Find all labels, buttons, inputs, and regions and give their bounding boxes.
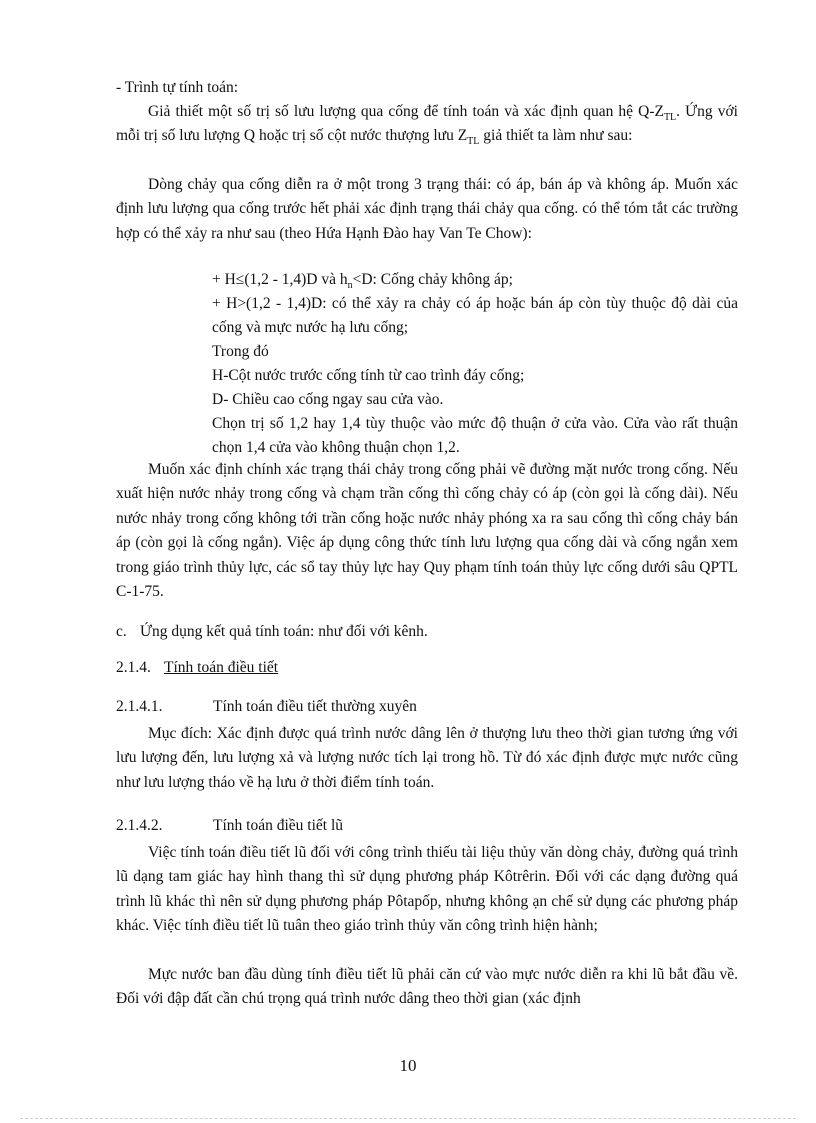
- heading-2-1-4-title: Tính toán điều tiết: [164, 659, 279, 676]
- heading-2-1-4-2-title: Tính toán điều tiết lũ: [213, 817, 344, 834]
- case-1-sub: n: [347, 280, 353, 292]
- paragraph-2: Dòng chảy qua cống diễn ra ở một trong 3 trạng thái: có áp, bán áp và không áp. Muốn xác định lưu lượng qua cống trước hết phải xác định trạng thái chảy qua cống. có thể tóm tắt các trường hợp có thể xảy ra như sau (theo Hứa Hạnh Đào hay Van Te Chow):: [116, 176, 738, 242]
- paragraph-1-b: . Ứng với mỗi trị số lưu lượng Q hoặc trị số cột nước thượng lưu Z: [116, 103, 738, 145]
- case-1-a: + H≤(1,2 - 1,4)D và h: [212, 271, 348, 288]
- paragraph-1: [116, 100, 738, 149]
- where-label: Trong đó: [212, 343, 269, 360]
- item-c-label: c.: [116, 623, 127, 640]
- section-intro: [116, 76, 738, 100]
- choose-note: Chọn trị số 1,2 hay 1,4 tùy thuộc vào mức độ thuận ở cửa vào. Cửa vào rất thuận chọn 1,4 cửa vào không thuận chọn 1,2.: [212, 415, 738, 457]
- paragraph-4: Mục đích: Xác định được quá trình nước dâng lên ở thượng lưu theo thời gian tương ứng với lưu lượng đến, lưu lượng xả và lượng nước tích lại trong hồ. Từ đó xác định được mực nước cũng như lưu lượng tháo về hạ lưu ở thời điểm tính toán.: [116, 725, 738, 791]
- case-1: [212, 268, 738, 292]
- page-number: 10: [399, 1056, 417, 1075]
- heading-2-1-4-1-title: Tính toán điều tiết thường xuyên: [213, 698, 417, 715]
- section-intro-label: - Trình tự tính toán:: [116, 79, 239, 96]
- case-1-b: <D: Cống chảy không áp;: [352, 271, 513, 288]
- heading-2-1-4-2-number: 2.1.4.2.: [116, 817, 163, 834]
- heading-2-1-4-2: [116, 814, 343, 838]
- case-2: + H>(1,2 - 1,4)D: có thể xảy ra chảy có áp hoặc bán áp còn tùy thuộc độ dài của cống và mực nước hạ lưu cống;: [212, 295, 738, 337]
- item-c-text: Ứng dụng kết quả tính toán: như đối với kênh.: [140, 623, 428, 640]
- heading-2-1-4-number: 2.1.4.: [116, 659, 151, 676]
- d-definition: D- Chiều cao cống ngay sau cửa vào.: [212, 391, 444, 408]
- heading-2-1-4: [116, 656, 278, 680]
- page-bottom-divider: [20, 1118, 796, 1119]
- h-definition: H-Cột nước trước cống tính từ cao trình đáy cống;: [212, 367, 525, 384]
- heading-2-1-4-1-number: 2.1.4.1.: [116, 698, 163, 715]
- paragraph-5: Việc tính toán điều tiết lũ đối với công trình thiếu tài liệu thủy văn dòng chảy, đường quá trình lũ dạng tam giác hay hình thang thì sử dụng phương pháp Kôtrêrin. Đối với các dạng đường quá trình lũ khác thì nên sử dụng phương pháp Pôtapốp, nhưng không ạn chế sử dụng các phương pháp khác. Việc tính điều tiết lũ tuân theo giáo trình thủy văn công trình hiện hành;: [116, 844, 738, 935]
- paragraph-1-c: giả thiết ta làm như sau:: [479, 127, 633, 145]
- paragraph-1-sub-1: TL: [663, 112, 677, 124]
- paragraph-6: Mực nước ban đầu dùng tính điều tiết lũ phải căn cứ vào mực nước diễn ra khi lũ bắt đầu về. Đối với đập đất cần chú trọng quá trình nước dâng theo thời gian (xác định: [116, 966, 738, 1008]
- paragraph-1-sub-2: TL: [467, 136, 480, 148]
- paragraph-1-a: Giả thiết một số trị số lưu lượng qua cống để tính toán và xác định quan hệ Q-Z: [148, 103, 664, 120]
- paragraph-3: Muốn xác định chính xác trạng thái chảy trong cống phải vẽ đường mặt nước trong cống. Nếu xuất hiện nước nhảy trong cống và chạm trần cống thì cống chảy có áp (còn gọi là cống dài). Nếu nước nhảy trong cống không tới trần cống hoặc nước nhảy phóng xa ra sau cống thì cống chảy bán áp (còn gọi là cống ngắn). Việc áp dụng công thức tính lưu lượng qua cống dài và cống ngắn xem trong giáo trình thủy lực, các sổ tay thủy lực hay Quy phạm tính toán thủy lực cống dưới sâu QPTL C-1-75.: [116, 461, 738, 601]
- heading-2-1-4-1: [116, 695, 417, 719]
- item-c: [116, 620, 428, 644]
